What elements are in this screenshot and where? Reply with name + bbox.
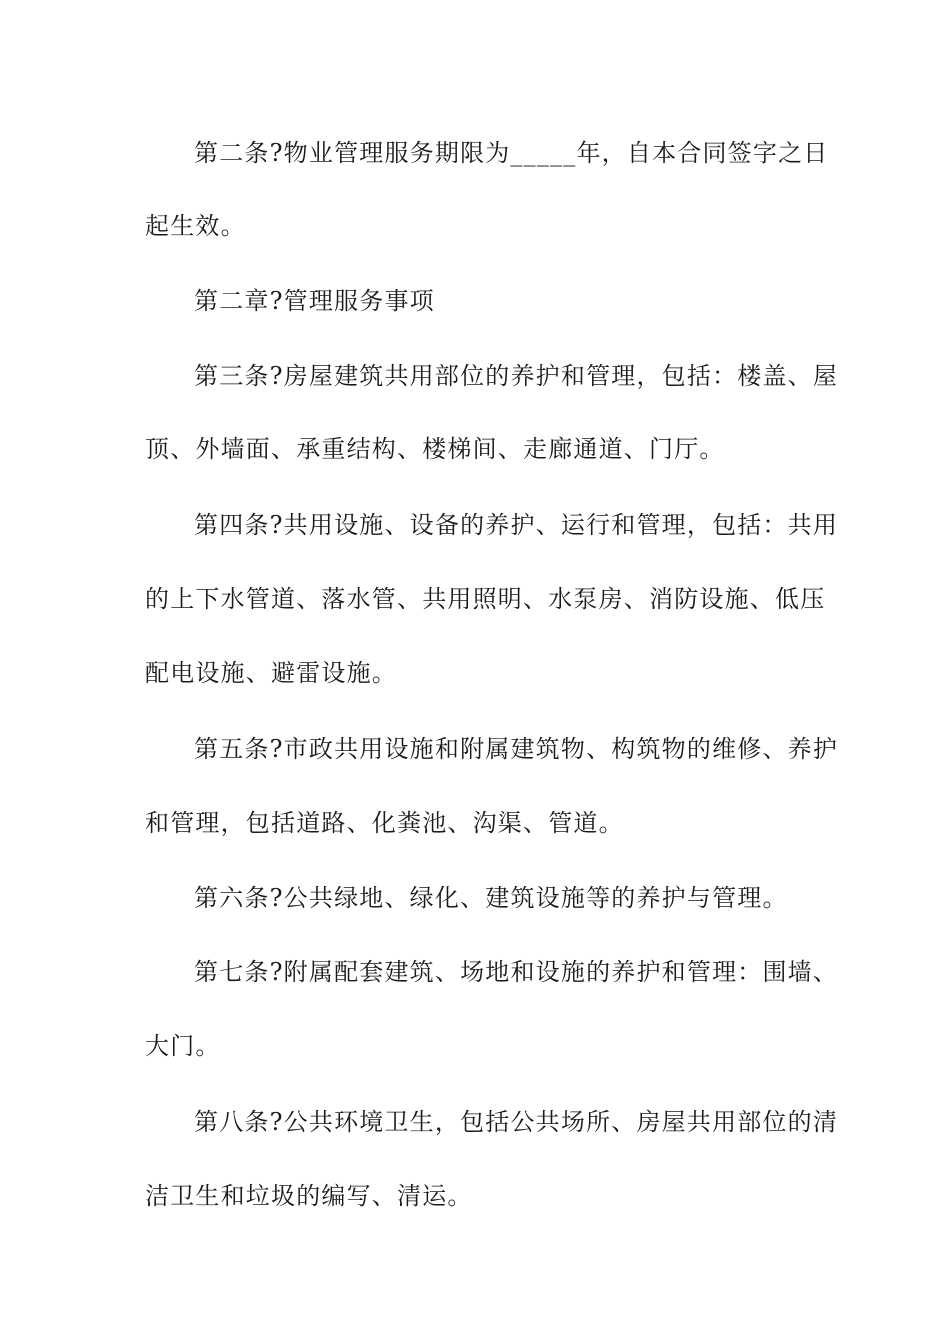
article-6-line-1: 第六条?公共绿地、绿化、建筑设施等的养护与管理。: [194, 884, 788, 912]
article-7-line-2: 大门。: [145, 1032, 221, 1060]
article-7-line-1: 第七条?附属配套建筑、场地和设施的养护和管理：围墙、: [194, 958, 839, 986]
article-2-line-2: 起生效。: [145, 212, 246, 240]
article-3-line-2: 顶、外墙面、承重结构、楼梯间、走廊通道、门厅。: [145, 435, 725, 463]
article-4-line-2: 的上下水管道、落水管、共用照明、水泵房、消防设施、低压: [145, 585, 826, 613]
article-8-line-1: 第八条?公共环境卫生，包括公共场所、房屋共用部位的清: [194, 1108, 839, 1136]
article-3-line-1: 第三条?房屋建筑共用部位的养护和管理，包括：楼盖、屋: [194, 362, 839, 390]
article-2-line-1: 第二条?物业管理服务期限为_____年，自本合同签字之日: [194, 139, 829, 167]
article-4-line-3: 配电设施、避雷设施。: [145, 659, 397, 687]
chapter-2-heading: 第二章?管理服务事项: [194, 287, 435, 315]
article-4-line-1: 第四条?共用设施、设备的养护、运行和管理，包括：共用: [194, 511, 839, 539]
article-5-line-1: 第五条?市政共用设施和附属建筑物、构筑物的维修、养护: [194, 735, 839, 763]
article-5-line-2: 和管理，包括道路、化粪池、沟渠、管道。: [145, 809, 624, 837]
article-8-line-2: 洁卫生和垃圾的编写、清运。: [145, 1182, 473, 1210]
